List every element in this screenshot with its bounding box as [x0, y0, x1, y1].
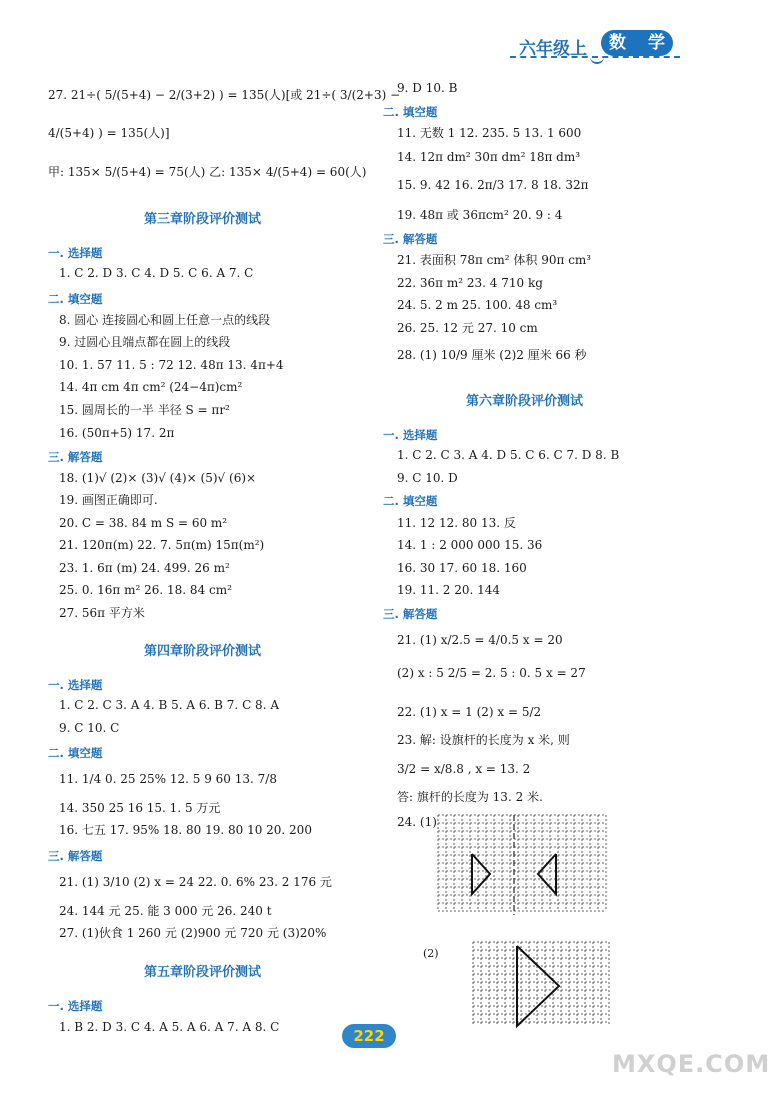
- triangle-left: [472, 854, 490, 894]
- section-heading: 三. 解答题: [383, 607, 438, 621]
- answer-line: 19. 画图正确即可.: [59, 493, 158, 507]
- answer-line: 8. 圆心 连接圆心和圆上任意一点的线段: [59, 313, 271, 327]
- section-heading: 二. 填空题: [383, 494, 438, 508]
- section-heading: 一. 选择题: [48, 999, 103, 1013]
- section-heading: 二. 填空题: [383, 105, 438, 119]
- answer-line: 9. 过圆心且端点都在圆上的线段: [59, 335, 231, 349]
- answer-line: 10. 1. 57 11. 5 : 72 12. 48π 13. 4π+4: [59, 358, 284, 372]
- answer-27: 27. 21÷( 5/(5+4) − 2/(3+2) ) = 135(人)[或 21÷( 3/(2+3) −: [48, 88, 401, 102]
- answer-line: 21. (1) x/2.5 = 4/0.5 x = 20: [397, 633, 563, 647]
- answer-line: 14. 350 25 16 15. 1. 5 万元: [59, 801, 221, 815]
- page-number: 222: [342, 1024, 396, 1048]
- leaf-ornament-icon: [590, 54, 604, 64]
- answer-line: 3/2 = x/8.8 , x = 13. 2: [397, 762, 531, 776]
- section-heading: 一. 选择题: [48, 246, 103, 260]
- answer-line: (2): [423, 947, 439, 960]
- answer-line: 21. (1) 3/10 (2) x = 24 22. 0. 6% 23. 2 176 元: [59, 875, 332, 889]
- answer-line: 23. 解: 设旗杆的长度为 x 米, 则: [397, 733, 570, 747]
- answer-line: 9. D 10. B: [397, 81, 458, 95]
- chapter6-title: 第六章阶段评价测试: [466, 394, 584, 409]
- answer-line: 22. 36π m² 23. 4 710 kg: [397, 276, 543, 290]
- answer-line: 27. (1)伙食 1 260 元 (2)900 元 720 元 (3)20%: [59, 926, 327, 940]
- answer-line: 14. 4π cm 4π cm² (24−4π)cm²: [59, 380, 243, 394]
- chapter5-title: 第五章阶段评价测试: [144, 965, 262, 980]
- answer-line: 18. (1)√ (2)× (3)√ (4)× (5)√ (6)×: [59, 471, 257, 485]
- section-heading: 三. 解答题: [383, 232, 438, 246]
- answer-line: 14. 1 : 2 000 000 15. 36: [397, 538, 543, 552]
- answer-line: 28. (1) 10/9 厘米 (2)2 厘米 66 秒: [397, 348, 587, 362]
- answer-line: 1. B 2. D 3. C 4. A 5. A 6. A 7. A 8. C: [59, 1020, 280, 1034]
- answer-line: 9. C 10. C: [59, 721, 120, 735]
- answer-line: 11. 无数 1 12. 235. 5 13. 1 600: [397, 126, 582, 140]
- answer-line: 24. (1): [397, 815, 437, 829]
- answer-line: 24. 5. 2 m 25. 100. 48 cm³: [397, 298, 558, 312]
- enlargement-grid-figure: [473, 942, 613, 1030]
- section-heading: 三. 解答题: [48, 450, 103, 464]
- section-heading: 一. 选择题: [48, 678, 103, 692]
- answer-line: 14. 12π dm² 30π dm² 18π dm³: [397, 150, 581, 164]
- answer-line: 25. 0. 16π m² 26. 18. 84 cm²: [59, 583, 232, 597]
- answer-line: 20. C = 38. 84 m S = 60 m²: [59, 516, 228, 530]
- chapter4-title: 第四章阶段评价测试: [144, 644, 262, 659]
- answer-line: 15. 圆周长的一半 半径 S = πr²: [59, 403, 230, 417]
- answer-line: 22. (1) x = 1 (2) x = 5/2: [397, 705, 542, 719]
- section-heading: 一. 选择题: [383, 428, 438, 442]
- answer-line: 1. C 2. D 3. C 4. D 5. C 6. A 7. C: [59, 266, 254, 280]
- answer-line: 9. C 10. D: [397, 471, 458, 485]
- answer-line: 19. 48π 或 36πcm² 20. 9 : 4: [397, 208, 563, 222]
- answer-line: 11. 12 12. 80 13. 反: [397, 516, 516, 530]
- chapter3-title: 第三章阶段评价测试: [144, 212, 262, 227]
- section-heading: 三. 解答题: [48, 849, 103, 863]
- answer-line: 27. 56π 平方米: [59, 606, 145, 620]
- answer-line: 21. 120π(m) 22. 7. 5π(m) 15π(m²): [59, 538, 265, 552]
- answer-line: 23. 1. 6π (m) 24. 499. 26 m²: [59, 561, 230, 575]
- subject-badge: 数 学: [609, 33, 673, 53]
- answer-line: 1. C 2. C 3. A 4. D 5. C 6. C 7. D 8. B: [397, 448, 620, 462]
- section-heading: 二. 填空题: [48, 746, 103, 760]
- answer-line: 26. 25. 12 元 27. 10 cm: [397, 321, 538, 335]
- answer-line: 1. C 2. C 3. A 4. B 5. A 6. B 7. C 8. A: [59, 698, 279, 712]
- grade-label: 六年级上: [519, 39, 587, 59]
- answer-27-result: 甲: 135× 5/(5+4) = 75(人) 乙: 135× 4/(5+4) = 60(人): [48, 165, 367, 179]
- watermark: MXQE.COM: [612, 1050, 770, 1078]
- answer-line: 16. 七五 17. 95% 18. 80 19. 80 10 20. 200: [59, 823, 312, 837]
- reflection-grid-figure: [438, 815, 618, 915]
- answer-line: 19. 11. 2 20. 144: [397, 583, 501, 597]
- answer-line: 24. 144 元 25. 能 3 000 元 26. 240 t: [59, 904, 272, 918]
- answer-line: (2) x : 5 2/5 = 2. 5 : 0. 5 x = 27: [397, 666, 586, 680]
- answer-line: 16. 30 17. 60 18. 160: [397, 561, 527, 575]
- answer-27-cont: 4/(5+4) ) = 135(人)]: [48, 126, 170, 140]
- answer-line: 16. (50π+5) 17. 2π: [59, 426, 175, 440]
- section-heading: 二. 填空题: [48, 292, 103, 306]
- answer-line: 15. 9. 42 16. 2π/3 17. 8 18. 32π: [397, 178, 589, 192]
- answer-line: 21. 表面积 78π cm² 体积 90π cm³: [397, 253, 592, 267]
- answer-line: 11. 1/4 0. 25 25% 12. 5 9 60 13. 7/8: [59, 772, 277, 786]
- triangle-right: [538, 854, 556, 894]
- answer-line: 答: 旗杆的长度为 13. 2 米.: [397, 790, 543, 804]
